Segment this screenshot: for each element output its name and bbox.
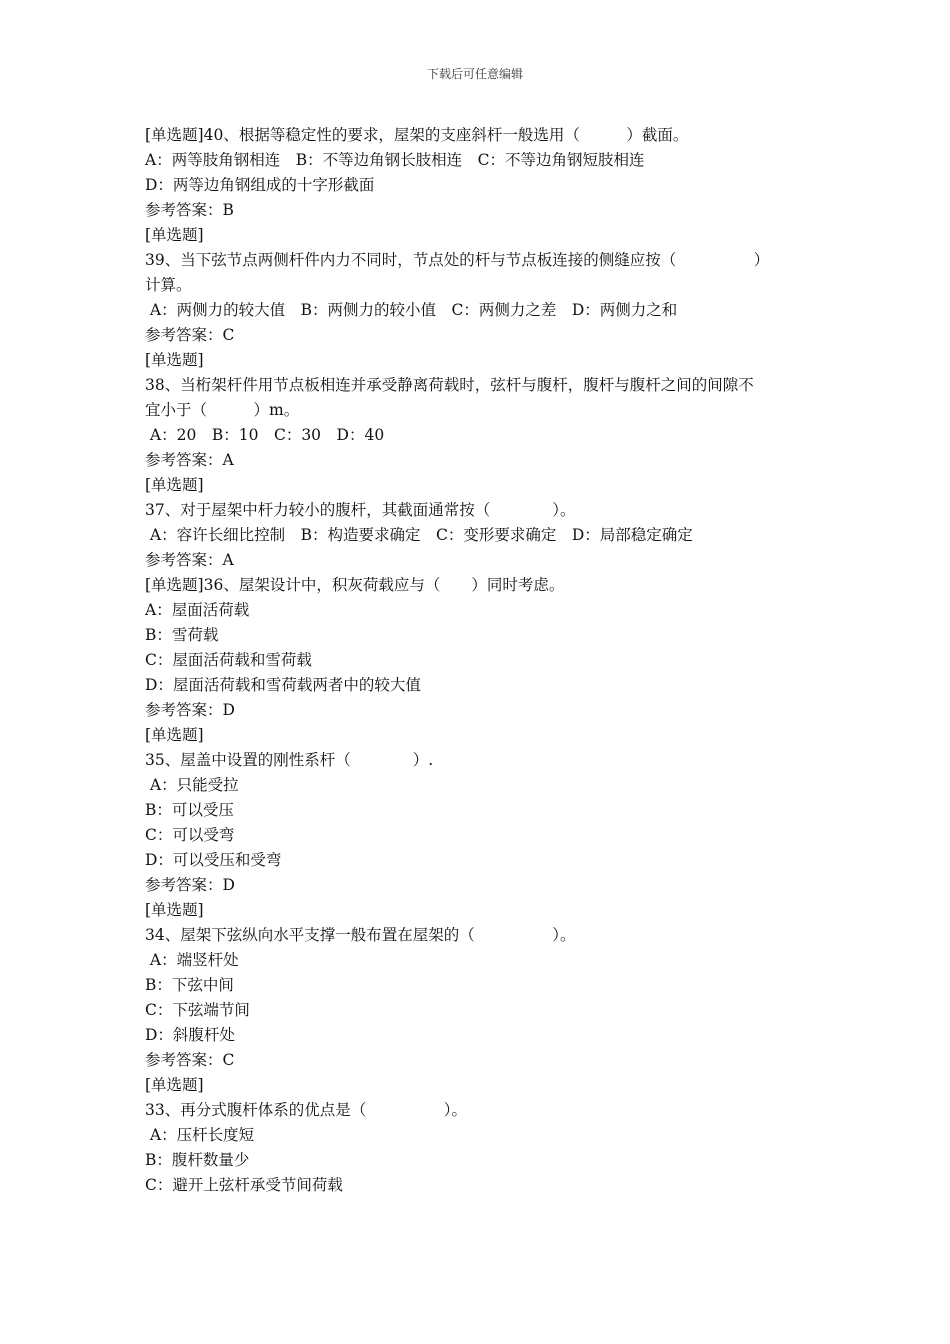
q34-option-c: C：下弦端节间 bbox=[145, 1001, 250, 1019]
q33-option-b: B：腹杆数量少 bbox=[145, 1151, 250, 1169]
q37-type: [单选题] bbox=[145, 476, 204, 494]
q38-question-cont: 宜小于（ ）m。 bbox=[145, 401, 300, 419]
q40-options-abc: A：两等肢角钢相连 B：不等边角钢长肢相连 C：不等边角钢短肢相连 bbox=[145, 151, 645, 169]
q33-question: 33、再分式腹杆体系的优点是（ ）。 bbox=[145, 1101, 467, 1119]
q36-option-b: B：雪荷载 bbox=[145, 626, 219, 644]
q37-question: 37、对于屋架中杆力较小的腹杆，其截面通常按（ ）。 bbox=[145, 501, 576, 519]
q35-question: 35、屋盖中设置的刚性系杆（ ）. bbox=[145, 751, 434, 769]
q38-options: A：20 B：10 C：30 D：40 bbox=[145, 426, 385, 444]
q35-option-d: D：可以受压和受弯 bbox=[145, 851, 282, 869]
q35-type: [单选题] bbox=[145, 726, 204, 744]
q33-option-a: A：压杆长度短 bbox=[145, 1126, 255, 1144]
q34-question: 34、屋架下弦纵向水平支撑一般布置在屋架的（ ）。 bbox=[145, 926, 576, 944]
q38-type: [单选题] bbox=[145, 351, 204, 369]
q40-answer: 参考答案：B bbox=[145, 201, 234, 219]
q39-answer: 参考答案：C bbox=[145, 326, 235, 344]
q39-options: A：两侧力的较大值 B：两侧力的较小值 C：两侧力之差 D：两侧力之和 bbox=[145, 301, 678, 319]
q33-option-c: C：避开上弦杆承受节间荷载 bbox=[145, 1176, 343, 1194]
q39-question-cont: 计算。 bbox=[145, 276, 192, 294]
q35-option-c: C：可以受弯 bbox=[145, 826, 235, 844]
q39-question: 39、当下弦节点两侧杆件内力不同时，节点处的杆与节点板连接的侧缝应按（ ） bbox=[145, 251, 770, 269]
q34-option-d: D：斜腹杆处 bbox=[145, 1026, 235, 1044]
q36-option-a: A：屋面活荷载 bbox=[145, 601, 250, 619]
q35-option-b: B：可以受压 bbox=[145, 801, 234, 819]
q35-answer: 参考答案：D bbox=[145, 876, 235, 894]
q36-option-d: D：屋面活荷载和雪荷载两者中的较大值 bbox=[145, 676, 421, 694]
q37-answer: 参考答案：A bbox=[145, 551, 234, 569]
q38-question: 38、当桁架杆件用节点板相连并承受静离荷载时，弦杆与腹杆，腹杆与腹杆之间的间隙不 bbox=[145, 376, 754, 394]
q36-question: [单选题]36、屋架设计中，积灰荷载应与（ ）同时考虑。 bbox=[145, 576, 565, 594]
q36-option-c: C：屋面活荷载和雪荷载 bbox=[145, 651, 312, 669]
q39-type: [单选题] bbox=[145, 226, 204, 244]
q40-question: [单选题]40、根据等稳定性的要求，屋架的支座斜杆一般选用（ ）截面。 bbox=[145, 126, 689, 144]
q34-option-b: B：下弦中间 bbox=[145, 976, 234, 994]
q37-options: A：容许长细比控制 B：构造要求确定 C：变形要求确定 D：局部稳定确定 bbox=[145, 526, 693, 544]
q34-type: [单选题] bbox=[145, 901, 204, 919]
q34-answer: 参考答案：C bbox=[145, 1051, 235, 1069]
page-header: 下载后可任意编辑 bbox=[426, 67, 523, 81]
q40-option-d: D：两等边角钢组成的十字形截面 bbox=[145, 176, 375, 194]
q35-option-a: A：只能受拉 bbox=[145, 776, 239, 794]
q36-answer: 参考答案：D bbox=[145, 701, 235, 719]
q33-type: [单选题] bbox=[145, 1076, 204, 1094]
q34-option-a: A：端竖杆处 bbox=[145, 951, 239, 969]
q38-answer: 参考答案：A bbox=[145, 451, 234, 469]
document-body bbox=[145, 123, 805, 1198]
